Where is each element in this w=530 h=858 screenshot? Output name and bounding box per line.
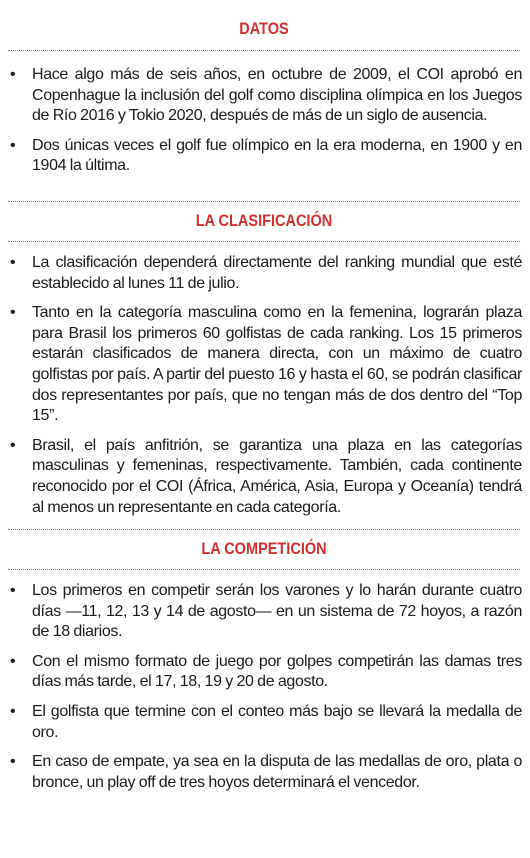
list-item: [6, 253, 522, 294]
list-item-text: Brasil, el país anfitrión, se garantiza una plaza en las categorías masculinas y femeninas, respectivamente. También, cada continente reconocido por el COI (África, América, Asia, Europa y Oceanía) tendrá al menos un representante en cada categoría.: [32, 436, 522, 516]
list-item-text: Los primeros en competir serán los varones y lo harán durante cuatro días —11, 12, 13 y 14 de agosto— en un sistema de 72 hoyos, a razón de 18 diarios.: [32, 582, 522, 641]
section-title-competicion: LA COMPETICIÓN: [201, 540, 327, 559]
divider: [8, 569, 520, 570]
list-item: [6, 581, 522, 643]
list-item: [6, 136, 522, 177]
bullet-icon: •: [10, 253, 16, 271]
bullet-icon: •: [10, 582, 16, 600]
section-datos: [6, 18, 522, 202]
list-item: [6, 65, 522, 127]
bullet-list-competicion: [6, 581, 522, 793]
section-clasificacion: [6, 210, 522, 530]
bullet-icon: •: [10, 436, 16, 454]
divider: [8, 241, 520, 242]
bullet-icon: •: [10, 66, 16, 83]
list-item-text: Hace algo más de seis años, en octubre de 2009, el COI aprobó en Copenhague la inclusión del golf como disciplina olímpica en los Juegos de Río 2016 y Tokio 2020, después de más de un siglo de ausencia.: [32, 66, 522, 125]
bullet-icon: •: [10, 753, 16, 771]
divider: [8, 50, 520, 51]
bullet-icon: •: [10, 136, 16, 154]
list-item-text: Dos únicas veces el golf fue olímpico en la era moderna, en 1900 y en 1904 la última.: [32, 136, 522, 175]
section-competicion: [6, 538, 522, 793]
bullet-icon: •: [10, 703, 16, 721]
section-title-clasificacion: LA CLASIFICACIÓN: [195, 211, 333, 230]
list-item: [6, 752, 522, 793]
bullet-list-clasificacion: [6, 253, 522, 518]
list-item: [6, 702, 522, 743]
bullet-icon: •: [10, 304, 16, 322]
list-item-text: En caso de empate, ya sea en la disputa de las medallas de oro, plata o bronce, un play off de tres hoyos determinará el vencedor.: [32, 753, 522, 791]
bullet-list-datos: [6, 65, 522, 177]
divider: [8, 529, 520, 530]
list-item-text: Con el mismo formato de juego por golpes competirán las damas tres días más tarde, el 17, 18, 19 y 20 de agosto.: [32, 652, 522, 691]
document-page: [0, 18, 530, 858]
section-title-datos: DATOS: [239, 20, 289, 38]
bullet-icon: •: [10, 652, 16, 670]
list-item: [6, 652, 522, 693]
divider: [8, 201, 520, 202]
list-item-text: El golfista que termine con el conteo más bajo se llevará la medalla de oro.: [32, 703, 522, 741]
list-item: [6, 436, 522, 518]
list-item-text: La clasificación dependerá directamente del ranking mundial que esté establecido al lunes 11 de julio.: [32, 253, 522, 292]
list-item-text: Tanto en la categoría masculina como en la femenina, lograrán plaza para Brasil los primeros 60 golfistas de cada ranking. Los 15 primeros estarán clasificados de manera directa, con un máximo de cuatro golfistas por país. A partir del puesto 16 y hasta el 60, se podrán clasificar dos representantes por país, que no tengan más de dos dentro del “Top 15”.: [32, 304, 522, 425]
list-item: [6, 303, 522, 427]
